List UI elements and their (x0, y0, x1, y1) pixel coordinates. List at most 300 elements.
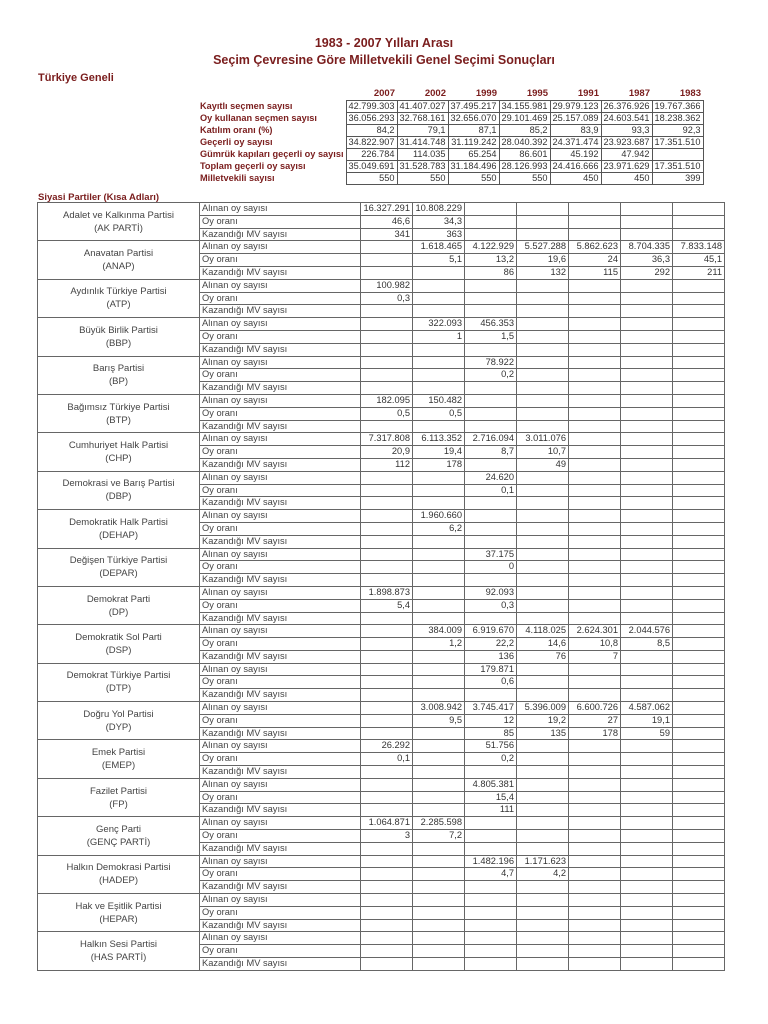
party-value: 3.008.942 (413, 702, 465, 715)
party-value (569, 561, 621, 574)
party-value (621, 650, 673, 663)
party-value (621, 574, 673, 587)
party-value (569, 663, 621, 676)
party-value (361, 510, 413, 523)
summary-value: 19.767.366 (652, 101, 703, 113)
party-value (621, 446, 673, 459)
party-value (465, 919, 517, 932)
summary-value: 25.157.089 (550, 113, 601, 125)
party-value (673, 522, 725, 535)
metric-label: Alınan oy sayısı (200, 855, 361, 868)
party-row (38, 548, 725, 561)
party-value (361, 356, 413, 369)
party-value (517, 906, 569, 919)
party-value (621, 420, 673, 433)
party-value (465, 894, 517, 907)
party-value (621, 292, 673, 305)
party-value (569, 830, 621, 843)
party-value (465, 522, 517, 535)
summary-value: 29.101.469 (499, 113, 550, 125)
metric-label: Alınan oy sayısı (200, 433, 361, 446)
party-value: 2.044.576 (621, 625, 673, 638)
party-value (361, 842, 413, 855)
party-value (621, 868, 673, 881)
party-value (517, 663, 569, 676)
metric-label: Alınan oy sayısı (200, 510, 361, 523)
party-row (38, 241, 725, 254)
party-value (621, 369, 673, 382)
party-value (413, 382, 465, 395)
summary-label: Geçerli oy sayısı (200, 137, 273, 147)
summary-label: Kayıtlı seçmen sayısı (200, 101, 293, 111)
metric-label: Alınan oy sayısı (200, 241, 361, 254)
summary-value: 87,1 (448, 125, 499, 137)
party-value (673, 433, 725, 446)
party-value (673, 894, 725, 907)
party-name-cell (38, 279, 200, 317)
party-value (569, 932, 621, 945)
party-value: 9,5 (413, 714, 465, 727)
metric-label: Kazandığı MV sayısı (200, 458, 361, 471)
summary-value: 550 (397, 173, 448, 185)
party-abbr: (DP) (108, 606, 129, 618)
party-value (413, 894, 465, 907)
party-value (673, 305, 725, 318)
metric-label: Oy oranı (200, 292, 361, 305)
metric-label: Kazandığı MV sayısı (200, 804, 361, 817)
party-value: 8,5 (621, 638, 673, 651)
party-value (413, 535, 465, 548)
party-value: 100.982 (361, 279, 413, 292)
party-value (673, 689, 725, 702)
party-name: Demokratik Sol Parti (75, 631, 162, 643)
party-name-cell (38, 394, 200, 432)
party-value: 2.716.094 (465, 433, 517, 446)
party-value: 341 (361, 228, 413, 241)
summary-table (37, 87, 704, 185)
party-name-cell (38, 740, 200, 778)
party-value (569, 855, 621, 868)
metric-label: Kazandığı MV sayısı (200, 497, 361, 510)
summary-row (37, 137, 703, 149)
region-label: Türkiye Geneli (38, 72, 114, 84)
party-value: 7 (569, 650, 621, 663)
party-value (621, 817, 673, 830)
summary-value: 28.126.993 (499, 161, 550, 173)
party-value: 1 (413, 330, 465, 343)
party-value (673, 842, 725, 855)
party-value (569, 522, 621, 535)
party-value: 4.118.025 (517, 625, 569, 638)
party-value: 20,9 (361, 446, 413, 459)
party-name: Değişen Türkiye Partisi (69, 555, 168, 567)
party-value: 5,4 (361, 599, 413, 612)
party-value (621, 881, 673, 894)
party-value (517, 343, 569, 356)
party-value (517, 394, 569, 407)
party-value: 150.482 (413, 394, 465, 407)
party-value (361, 804, 413, 817)
party-row (38, 356, 725, 369)
party-value: 0 (465, 561, 517, 574)
party-value (621, 599, 673, 612)
party-value (413, 586, 465, 599)
party-value (569, 318, 621, 331)
party-value (517, 330, 569, 343)
party-value: 363 (413, 228, 465, 241)
party-value (621, 676, 673, 689)
party-value: 211 (673, 266, 725, 279)
party-value (569, 919, 621, 932)
party-value (621, 894, 673, 907)
metric-label: Alınan oy sayısı (200, 548, 361, 561)
party-value (569, 484, 621, 497)
summary-value: 37.495.217 (448, 101, 499, 113)
party-value (517, 945, 569, 958)
metric-label: Alınan oy sayısı (200, 586, 361, 599)
summary-row (37, 173, 703, 185)
party-row (38, 203, 725, 216)
party-name-cell (38, 855, 200, 893)
party-value (361, 266, 413, 279)
metric-label: Oy oranı (200, 561, 361, 574)
party-value (569, 868, 621, 881)
party-value (621, 958, 673, 971)
summary-label: Katılım oranı (%) (200, 125, 273, 135)
party-value (361, 663, 413, 676)
party-row (38, 817, 725, 830)
party-name: Hak ve Eşitlik Partisi (75, 900, 162, 912)
party-value: 22,2 (465, 638, 517, 651)
party-value (621, 510, 673, 523)
party-value (361, 612, 413, 625)
party-row (38, 663, 725, 676)
metric-label: Oy oranı (200, 254, 361, 267)
party-value (673, 906, 725, 919)
party-value: 14,6 (517, 638, 569, 651)
metric-label: Alınan oy sayısı (200, 356, 361, 369)
party-value (673, 369, 725, 382)
party-value (621, 778, 673, 791)
party-value: 19,4 (413, 446, 465, 459)
party-row (38, 394, 725, 407)
summary-value: 17.351.510 (652, 161, 703, 173)
party-abbr: (DYP) (105, 721, 132, 733)
party-value (569, 817, 621, 830)
party-value (621, 330, 673, 343)
party-value: 24 (569, 254, 621, 267)
party-value: 1.618.465 (413, 241, 465, 254)
party-value: 0,6 (465, 676, 517, 689)
party-value: 2.285.598 (413, 817, 465, 830)
summary-row (37, 113, 703, 125)
party-value: 1.898.873 (361, 586, 413, 599)
party-value (569, 203, 621, 216)
party-row (38, 932, 725, 945)
summary-value: 83,9 (550, 125, 601, 137)
summary-value: 24.371.474 (550, 137, 601, 149)
party-value (517, 817, 569, 830)
party-value (413, 599, 465, 612)
party-value: 16.327.291 (361, 203, 413, 216)
party-value: 8,7 (465, 446, 517, 459)
party-value (517, 958, 569, 971)
party-value (673, 855, 725, 868)
year-header: 1987 (628, 87, 650, 99)
summary-row (37, 149, 703, 161)
party-value (569, 382, 621, 395)
party-value (621, 203, 673, 216)
party-value (361, 318, 413, 331)
party-name: Demokrasi ve Barış Partisi (62, 478, 175, 490)
party-name-cell (38, 932, 200, 970)
party-value (569, 778, 621, 791)
party-value (621, 343, 673, 356)
party-value (569, 305, 621, 318)
party-value (673, 458, 725, 471)
metric-label: Kazandığı MV sayısı (200, 689, 361, 702)
party-value (517, 510, 569, 523)
party-value (465, 830, 517, 843)
party-value (673, 958, 725, 971)
party-value: 19,6 (517, 254, 569, 267)
metric-label: Alınan oy sayısı (200, 394, 361, 407)
party-value (413, 868, 465, 881)
party-value (517, 919, 569, 932)
summary-value: 45.192 (550, 149, 601, 161)
party-value (673, 356, 725, 369)
metric-label: Oy oranı (200, 484, 361, 497)
party-value: 5,1 (413, 254, 465, 267)
party-value (465, 458, 517, 471)
parties-table (37, 202, 725, 971)
party-value (621, 561, 673, 574)
party-value (413, 689, 465, 702)
party-value: 292 (621, 266, 673, 279)
party-value (673, 279, 725, 292)
party-value (621, 458, 673, 471)
party-value (413, 906, 465, 919)
party-value (517, 791, 569, 804)
party-value (413, 842, 465, 855)
party-value (673, 676, 725, 689)
party-value (361, 343, 413, 356)
party-value (413, 561, 465, 574)
summary-value: 28.040.392 (499, 137, 550, 149)
party-name: Halkın Sesi Partisi (79, 939, 158, 951)
party-value: 46,6 (361, 215, 413, 228)
party-value: 182.095 (361, 394, 413, 407)
party-value: 456.353 (465, 318, 517, 331)
year-header: 1995 (526, 87, 548, 99)
party-value: 178 (413, 458, 465, 471)
party-name-cell (38, 817, 200, 855)
party-value (673, 830, 725, 843)
metric-label: Oy oranı (200, 868, 361, 881)
summary-value: 32.768.161 (397, 113, 448, 125)
party-value (673, 548, 725, 561)
party-value (673, 586, 725, 599)
party-value (673, 446, 725, 459)
party-value (413, 471, 465, 484)
party-value (465, 510, 517, 523)
metric-label: Alınan oy sayısı (200, 778, 361, 791)
party-name-cell (38, 318, 200, 356)
metric-label: Kazandığı MV sayısı (200, 266, 361, 279)
party-value (673, 919, 725, 932)
party-abbr: (BTP) (106, 414, 131, 426)
summary-value: 31.184.496 (448, 161, 499, 173)
party-value (361, 855, 413, 868)
party-value: 92.093 (465, 586, 517, 599)
party-value: 76 (517, 650, 569, 663)
party-abbr: (ANAP) (102, 261, 135, 273)
party-value (569, 958, 621, 971)
party-value (673, 778, 725, 791)
party-value: 0,3 (361, 292, 413, 305)
party-value (673, 535, 725, 548)
party-value (361, 958, 413, 971)
party-value (517, 676, 569, 689)
party-name-cell (38, 356, 200, 394)
party-value (569, 842, 621, 855)
party-value (673, 714, 725, 727)
party-value (569, 740, 621, 753)
party-value (465, 945, 517, 958)
party-value (361, 535, 413, 548)
party-value (361, 548, 413, 561)
party-value (413, 766, 465, 779)
party-value: 5.396.009 (517, 702, 569, 715)
party-name-cell (38, 433, 200, 471)
party-value: 37.175 (465, 548, 517, 561)
party-value (465, 689, 517, 702)
party-name: Büyük Birlik Partisi (79, 324, 158, 336)
party-value (673, 740, 725, 753)
party-value (569, 881, 621, 894)
year-header: 2007 (373, 87, 395, 99)
party-value (673, 804, 725, 817)
summary-value: 226.784 (346, 149, 397, 161)
party-value (361, 919, 413, 932)
party-name: Demokrat Türkiye Partisi (66, 670, 171, 682)
party-value (465, 535, 517, 548)
metric-label: Kazandığı MV sayısı (200, 842, 361, 855)
party-value (621, 215, 673, 228)
party-value (569, 548, 621, 561)
party-value (569, 510, 621, 523)
party-value (673, 599, 725, 612)
party-value (413, 804, 465, 817)
party-value: 7,2 (413, 830, 465, 843)
party-value (569, 766, 621, 779)
party-value (361, 305, 413, 318)
party-value (413, 740, 465, 753)
party-name: Emek Partisi (91, 747, 146, 759)
party-value: 26.292 (361, 740, 413, 753)
party-name: Genç Parti (96, 823, 141, 835)
party-value: 1.482.196 (465, 855, 517, 868)
party-value: 85 (465, 727, 517, 740)
metric-label: Kazandığı MV sayısı (200, 766, 361, 779)
summary-value: 84,2 (346, 125, 397, 137)
party-value (569, 471, 621, 484)
party-value: 3.011.076 (517, 433, 569, 446)
party-value (673, 420, 725, 433)
party-value (517, 318, 569, 331)
party-value (413, 650, 465, 663)
party-value (517, 842, 569, 855)
party-value (465, 817, 517, 830)
party-value (413, 753, 465, 766)
party-value (465, 394, 517, 407)
party-value (569, 369, 621, 382)
party-value (569, 804, 621, 817)
party-value (621, 740, 673, 753)
party-value (413, 279, 465, 292)
party-row (38, 855, 725, 868)
metric-label: Oy oranı (200, 638, 361, 651)
party-value: 0,1 (465, 484, 517, 497)
metric-label: Oy oranı (200, 522, 361, 535)
party-row (38, 433, 725, 446)
party-value (517, 471, 569, 484)
party-value (517, 753, 569, 766)
party-value (413, 356, 465, 369)
party-value (569, 458, 621, 471)
party-value (569, 574, 621, 587)
party-value: 3.745.417 (465, 702, 517, 715)
party-value (621, 522, 673, 535)
party-value (361, 894, 413, 907)
party-value (569, 420, 621, 433)
party-value (621, 830, 673, 843)
party-value: 179.871 (465, 663, 517, 676)
party-value (361, 714, 413, 727)
party-value (517, 766, 569, 779)
party-value (413, 548, 465, 561)
summary-value: 79,1 (397, 125, 448, 137)
party-value (621, 842, 673, 855)
party-value (465, 407, 517, 420)
party-abbr: (DEHAP) (98, 529, 139, 541)
party-value (569, 599, 621, 612)
party-value: 1,2 (413, 638, 465, 651)
metric-label: Kazandığı MV sayısı (200, 650, 361, 663)
party-value: 3 (361, 830, 413, 843)
party-value (569, 753, 621, 766)
party-value (569, 407, 621, 420)
party-value: 8.704.335 (621, 241, 673, 254)
party-value (517, 382, 569, 395)
metric-label: Oy oranı (200, 714, 361, 727)
party-value: 0,5 (361, 407, 413, 420)
party-value (673, 318, 725, 331)
metric-label: Kazandığı MV sayısı (200, 612, 361, 625)
party-value (621, 663, 673, 676)
summary-label: Oy kullanan seçmen sayısı (200, 113, 317, 123)
summary-value: 92,3 (652, 125, 703, 137)
party-value: 4.122.929 (465, 241, 517, 254)
party-value (621, 497, 673, 510)
party-value (413, 497, 465, 510)
party-value (673, 574, 725, 587)
party-value (621, 689, 673, 702)
party-name-cell (38, 241, 200, 279)
party-value (673, 817, 725, 830)
party-value (465, 292, 517, 305)
party-name-cell (38, 548, 200, 586)
